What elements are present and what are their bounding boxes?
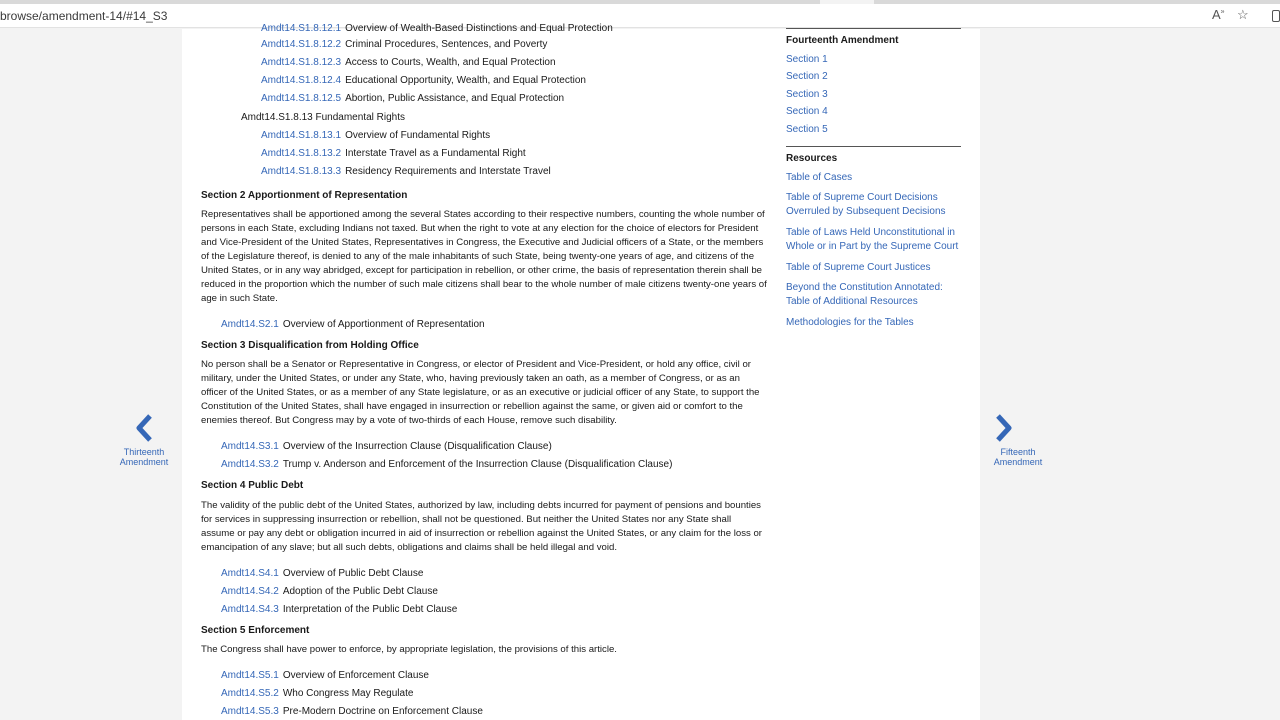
sidebar-resource-link[interactable]: Table of Supreme Court Justices (786, 262, 931, 273)
toc-title: Overview of the Insurrection Clause (Disqualification Clause) (282, 441, 552, 452)
read-aloud-icon[interactable]: A» (1212, 7, 1225, 22)
next-amendment-link[interactable] (990, 413, 1046, 467)
toc-link[interactable]: Amdt14.S5.1 (221, 670, 279, 681)
prev-amendment-line2: Amendment (119, 457, 169, 467)
toc-title: Overview of Public Debt Clause (282, 568, 424, 579)
toc-title: Interstate Travel as a Fundamental Right (345, 148, 526, 159)
chevron-left-icon (134, 413, 154, 443)
sidebar-section-link[interactable]: Section 2 (786, 71, 828, 83)
toc-title: Residency Requirements and Interstate Travel (345, 166, 551, 177)
toc-title: Overview of Enforcement Clause (282, 670, 429, 681)
toc-title: Who Congress May Regulate (282, 688, 414, 699)
fundamental-rights-heading: Amdt14.S1.8.13 Fundamental Rights (241, 112, 405, 123)
toc-item[interactable] (261, 23, 613, 35)
prev-amendment-link[interactable] (116, 413, 172, 467)
sidebar-resources-heading: Resources (786, 153, 838, 164)
section-4-heading: Section 4 Public Debt (201, 480, 304, 491)
sidebar-resource-link[interactable]: Table of Laws Held Unconstitutional in Whole or in Part by the Supreme Court (786, 227, 959, 252)
toc-title: Pre-Modern Doctrine on Enforcement Clause (282, 706, 483, 717)
section-3-heading: Section 3 Disqualification from Holding Office (201, 340, 419, 351)
toc-title: Interpretation of the Public Debt Clause (282, 604, 458, 615)
toc-link[interactable]: Amdt14.S1.8.13.2 (261, 148, 342, 159)
toc-link[interactable]: Amdt14.S1.8.12.1 (261, 23, 342, 34)
sidebar-resource-link[interactable]: Beyond the Constitution Annotated: Table of Additional Resources (786, 282, 943, 307)
toc-title: Overview of Apportionment of Representation (282, 319, 485, 330)
toc-link[interactable]: Amdt14.S3.2 (221, 459, 279, 470)
toc-item[interactable] (221, 568, 423, 580)
toc-title: Abortion, Public Assistance, and Equal Protection (345, 93, 565, 104)
toc-item[interactable] (221, 319, 485, 331)
toc-item[interactable] (261, 75, 586, 87)
toc-item[interactable] (221, 670, 429, 682)
collections-icon[interactable] (1272, 10, 1280, 22)
prev-amendment-line1: Thirteenth (123, 447, 165, 457)
chevron-right-icon (994, 413, 1014, 443)
page-content (182, 23, 980, 720)
toc-item[interactable] (221, 459, 672, 471)
toc-item[interactable] (261, 148, 526, 160)
sidebar-section-link[interactable]: Section 3 (786, 88, 828, 100)
toc-link[interactable]: Amdt14.S1.8.13.1 (261, 130, 342, 141)
toc-link[interactable]: Amdt14.S3.1 (221, 441, 279, 452)
section-5-text: The Congress shall have power to enforce, by appropriate legislation, the provisions of this article. (201, 644, 617, 655)
toc-link[interactable]: Amdt14.S1.8.12.4 (261, 75, 342, 86)
toc-link[interactable]: Amdt14.S2.1 (221, 319, 279, 330)
section-2-text: Representatives shall be apportioned among the several States according to their respective numbers, counting the whole number of persons in each State, excluding Indians not taxed. But when the right to vote at any election for the choice of electors for President and Vice-President of the United States, Representatives in Congress, the Executive and Judicial officers of a State, or the members of the Legislature thereof, is denied to any of the male inhabitants of such State, being twenty-one years of age, and citizens of the United States, or in any way abridged, except for participation in rebellion, or other crime, the basis of representation therein shall be reduced in the proportion which the number of such male citizens shall bear to the whole number of male citizens twenty-one years of age in such State. (201, 209, 767, 304)
toc-title: Adoption of the Public Debt Clause (282, 586, 438, 597)
sidebar-section-link[interactable]: Section 1 (786, 54, 828, 65)
section-2-heading: Section 2 Apportionment of Representation (201, 190, 408, 201)
toc-link[interactable]: Amdt14.S4.2 (221, 586, 279, 597)
toc-link[interactable]: Amdt14.S1.8.13.3 (261, 166, 342, 177)
sidebar-resource-link[interactable]: Methodologies for the Tables (786, 317, 914, 328)
toc-link[interactable]: Amdt14.S4.1 (221, 568, 279, 579)
sidebar-amendment-heading: Fourteenth Amendment (786, 35, 899, 46)
toc-title: Educational Opportunity, Wealth, and Equal Protection (345, 75, 586, 86)
toc-item[interactable] (261, 57, 556, 69)
sidebar-divider (786, 28, 961, 29)
toc-title: Trump v. Anderson and Enforcement of the Insurrection Clause (Disqualification Clause) (282, 459, 673, 470)
sidebar-section-link[interactable]: Section 4 (786, 106, 828, 118)
section-4-text: The validity of the public debt of the United States, authorized by law, including debts incurred for payment of pensions and bounties for services in suppressing insurrection or rebellion, shall not be questioned. But neither the United States nor any State shall assume or pay any debt or obligation incurred in aid of insurrection or rebellion against the United States, or any claim for the loss or emancipation of any slave; but all such debts, obligations and claims shall be held illegal and void. (201, 500, 763, 553)
address-bar[interactable] (0, 4, 1280, 28)
sidebar-resource-link[interactable]: Table of Cases (786, 172, 853, 183)
toc-link[interactable]: Amdt14.S1.8.12.2 (261, 39, 342, 50)
toc-title: Access to Courts, Wealth, and Equal Protection (345, 57, 556, 68)
toc-item[interactable] (261, 93, 564, 105)
toc-link[interactable]: Amdt14.S1.8.12.5 (261, 93, 342, 104)
toc-title: Overview of Wealth-Based Distinctions and Equal Protection (345, 23, 613, 34)
sidebar-resource-link[interactable]: Table of Supreme Court Decisions Overruled by Subsequent Decisions (786, 192, 946, 217)
section-5-heading: Section 5 Enforcement (201, 625, 310, 636)
star-icon[interactable]: ☆ (1237, 7, 1249, 22)
toc-item[interactable] (221, 688, 413, 700)
toc-link[interactable]: Amdt14.S1.8.12.3 (261, 57, 342, 68)
section-3-text: No person shall be a Senator or Representative in Congress, or elector of President and Vice-President, or hold any office, civil or military, under the United States, or under any State, who, having previously taken an oath, as a member of Congress, or as an officer of the United States, or as a member of any State legislature, or as an executive or judicial officer of any State, to support the Constitution of the United States, shall have engaged in insurrection or rebellion against the same, or given aid or comfort to the enemies thereof. But Congress may by a vote of two-thirds of each House, remove such disability. (201, 359, 760, 426)
toc-item[interactable] (261, 39, 547, 51)
url-text[interactable]: browse/amendment-14/#14_S3 (0, 9, 168, 23)
toc-item[interactable] (221, 604, 457, 616)
toc-link[interactable]: Amdt14.S5.2 (221, 688, 279, 699)
toc-title: Criminal Procedures, Sentences, and Poverty (345, 39, 548, 50)
next-amendment-line2: Amendment (993, 457, 1043, 467)
toc-link[interactable]: Amdt14.S4.3 (221, 604, 279, 615)
sidebar-section-link[interactable]: Section 5 (786, 123, 828, 135)
toc-item[interactable] (221, 586, 438, 598)
toc-title: Overview of Fundamental Rights (345, 130, 491, 141)
next-amendment-line1: Fifteenth (1000, 447, 1036, 457)
toc-item[interactable] (261, 166, 551, 178)
sidebar-divider (786, 146, 961, 147)
toc-item[interactable] (221, 441, 552, 453)
toc-link[interactable]: Amdt14.S5.3 (221, 706, 279, 717)
toc-item[interactable] (261, 130, 490, 142)
toc-item[interactable] (221, 706, 483, 718)
